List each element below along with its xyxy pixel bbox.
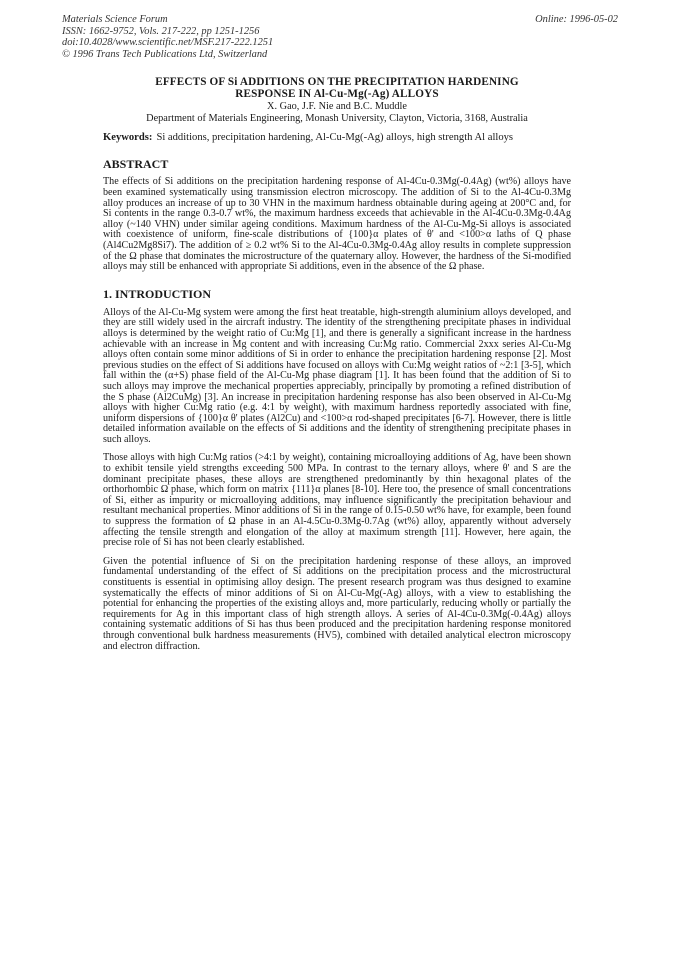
keywords-text: Si additions, precipitation hardening, Al-Cu-Mg(-Ag) alloys, high strength Al alloys [156,132,514,144]
title-line-1: EFFECTS OF Si ADDITIONS ON THE PRECIPITATION HARDENING [155,76,519,88]
intro-paragraph-3: Given the potential influence of Si on the precipitation hardening response of these alloys, an improved fundamental understanding of the effect of Si additions on the precipitation process and the microstructural constituents is essential in optimising alloy design. The present research program was thus designed to examine systematically the effects of minor additions of Si on Al-Cu-Mg(-Ag) alloys, with a view to establishing the potential for enhancing the properties of the existing alloys and, more particularly, reducing wholly or partially the requirements for Ag in this important class of high strength alloys. A series of Al-4Cu-0.3Mg(-0.4Ag) alloys containing systematic additions of Si has thus been produced and the precipitation hardening response monitored through conventional bulk hardness measurements (HV5), combined with detailed analytical electron microscopy and electron diffraction. [103,555,571,652]
affiliation: Department of Materials Engineering, Monash University, Clayton, Victoria, 3168, Australia [146,113,528,125]
abstract-heading: ABSTRACT [103,157,169,172]
online-date: Online: 1996-05-02 [535,14,618,25]
keywords-label: Keywords: [103,132,153,144]
journal-name: Materials Science Forum [62,14,168,25]
paper-body [103,76,571,652]
issn-line: ISSN: 1662-9752, Vols. 217-222, pp 1251-1256 [62,25,260,37]
journal-header [62,14,618,60]
introduction-heading: 1. INTRODUCTION [103,286,212,301]
title-line-2: RESPONSE IN Al-Cu-Mg(-Ag) ALLOYS [235,88,439,101]
abstract-text: The effects of Si additions on the precipitation hardening response of Al-4Cu-0.3Mg(-0.4Ag) (wt%) alloys have been examined systematically using transmission electron microscopy. The addition of Si to the Al-4Cu-0.3Mg alloy produces an increase of up to 30 VHN in the maximum hardness obtainable during ageing at 200°C and, for Si contents in the range 0.3-0.7 wt%, the maximum hardness exceeds that achievable in the Al-4Cu-0.3Mg-0.4Ag alloy (~140 VHN) under similar ageing conditions. Maximum hardness of the Al-Cu-Mg-Si alloys is associated with coexistence of uniform, fine-scale distributions of {100}α plates of θ' and <100>α laths of Q phase (Al4Cu2Mg8Si7). The addition of ≥ 0.2 wt% Si to the Al-4Cu-0.3Mg-0.4Ag alloy results in complete suppression of the Ω phase that dominates the microstructure of the quaternary alloy. However, the hardness of the Si-modified alloys may still be enhanced with appropriate Si additions, even in the absence of the Ω phase. [103,176,571,273]
paper-title [103,76,571,100]
authors: X. Gao, J.F. Nie and B.C. Muddle [267,101,407,113]
doi-line[interactable]: doi:10.4028/www.scientific.net/MSF.217-222.1251 [62,37,274,49]
intro-paragraph-2: Those alloys with high Cu:Mg ratios (>4:1 by weight), containing microalloying additions of Ag, have been shown to exhibit tensile yield strengths exceeding 500 MPa. In contrast to the ternary alloys, where θ' and S are the dominant precipitate phases, these alloys are strengthened predominantly by thin hexagonal plates of the orthorhombic Ω phase, which form on matrix {111}α planes [8-10]. Here too, the presence of small concentrations of Si, either as impurity or microalloying additions, may influence significantly the precipitation behaviour and resultant mechanical properties. Minor additions of Si in the range of 0.15-0.50 wt% have, for example, been found to suppress the formation of Ω phase in an Al-4.5Cu-0.3Mg-0.7Ag (wt%) alloy, apparently without adversely affecting the tensile strength and elongation of the alloy at maximum strength [11]. However, here again, the precise role of Si has not been clearly established. [103,452,571,549]
copyright-line: © 1996 Trans Tech Publications Ltd, Switzerland [62,48,268,60]
keywords [103,132,571,144]
intro-paragraph-1: Alloys of the Al-Cu-Mg system were among the first heat treatable, high-strength aluminium alloys developed, and they are still widely used in the aircraft industry. The identity of the strengthening precipitate phases in individual alloys is determined by the weight ratio of Cu:Mg [1], and there is generally a significant increase in the hardness achievable with an increase in Mg content and with increasing Cu:Mg ratio. Commercial 2xxx series Al-Cu-Mg alloys often contain some minor additions of Si in order to enhance the precipitation hardening response [2]. Most previous studies on the effect of Si additions have focused on alloys with Cu:Mg weight ratios of ~2:1 [3-5], which fall within the (α+S) phase field of the Al-Cu-Mg phase diagram [1]. It has been found that the addition of Si to such alloys may improve the mechanical properties appreciably, principally by promoting a refined distribution of the S phase (Al2CuMg) [3]. An increase in precipitation hardening response has also been observed in Al-Cu-Mg alloys with higher Cu:Mg ratio (e.g. 4:1 by weight), with maximum hardness reportedly associated with fine, uniform dispersions of {100}α θ' plates (Al2Cu) and <100>α rod-shaped precipitates [6-7]. However, there is little detailed information available on the effects of Si additions and the identity of strengthening precipitate phases in such alloys. [103,306,571,445]
